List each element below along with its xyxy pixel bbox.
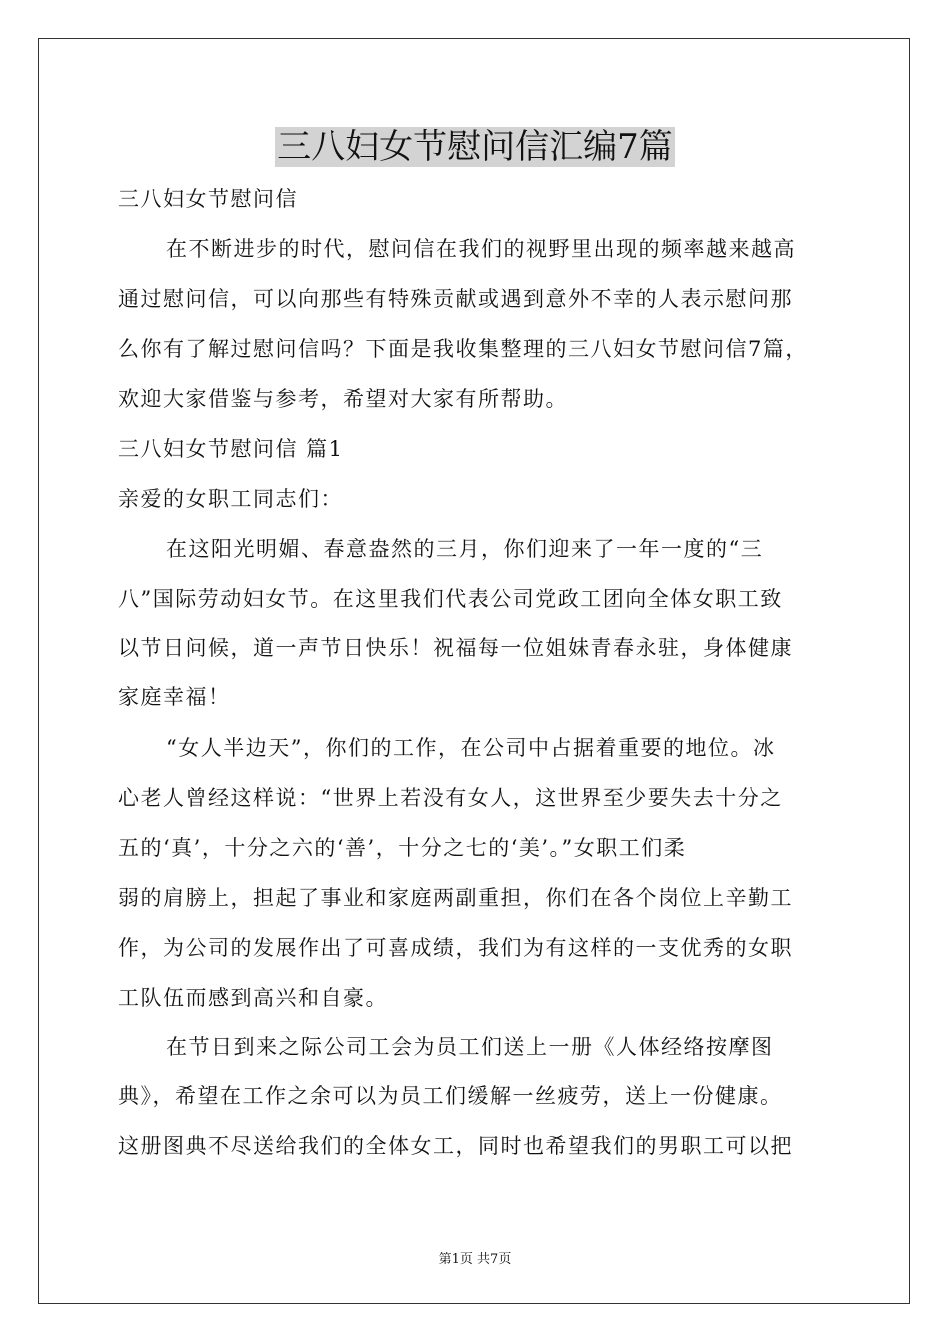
paragraph-line: 以节日问候，道一声节日快乐！祝福每一位姐妹青春永驻，身体健康 — [118, 636, 793, 660]
paragraph-line: 欢迎大家借鉴与参考，希望对大家有所帮助。 — [118, 387, 568, 411]
paragraph-line: 么你有了解过慰问信吗？下面是我收集整理的三八妇女节慰问信7篇， — [118, 337, 808, 361]
salutation: 亲爱的女职工同志们： — [118, 487, 343, 511]
document-title: 三八妇女节慰问信汇编7篇 — [277, 127, 673, 167]
paragraph-line: 五的‘真’，十分之六的‘善’，十分之七的‘美’。”女职工们柔 — [118, 836, 687, 860]
paragraph-line: 八”国际劳动妇女节。在这里我们代表公司党政工团向全体女职工致 — [118, 587, 783, 611]
paragraph-line: 家庭幸福！ — [118, 685, 231, 709]
paragraph-line: 在节日到来之际公司工会为员工们送上一册《人体经络按摩图 — [166, 1035, 774, 1059]
page-number: 第1页 共7页 — [438, 1252, 512, 1267]
page-border — [38, 38, 910, 1304]
paragraph-line: 工队伍而感到高兴和自豪。 — [118, 986, 388, 1010]
paragraph-line: 心老人曾经这样说：“世界上若没有女人，这世界至少要失去十分之 — [118, 786, 783, 810]
paragraph-line: “女人半边天”，你们的工作，在公司中占据着重要的地位。冰 — [166, 736, 776, 760]
paragraph-line: 通过慰问信，可以向那些有特殊贡献或遇到意外不幸的人表示慰问那 — [118, 287, 793, 311]
paragraph-line: 典》，希望在工作之余可以为员工们缓解一丝疲劳，送上一份健康。 — [118, 1084, 783, 1108]
paragraph-line: 在这阳光明媚、春意盎然的三月，你们迎来了一年一度的“三 — [166, 537, 764, 561]
paragraph-line: 作，为公司的发展作出了可喜成绩，我们为有这样的一支优秀的女职 — [118, 936, 793, 960]
paragraph-line: 这册图典不尽送给我们的全体女工，同时也希望我们的男职工可以把 — [118, 1134, 793, 1158]
paragraph-line: 在不断进步的时代，慰问信在我们的视野里出现的频率越来越高 — [166, 237, 796, 261]
paragraph-line: 弱的肩膀上，担起了事业和家庭两副重担，你们在各个岗位上辛勤工 — [118, 886, 793, 910]
section-heading: 三八妇女节慰问信 篇1 — [118, 437, 344, 461]
subtitle: 三八妇女节慰问信 — [118, 187, 298, 211]
